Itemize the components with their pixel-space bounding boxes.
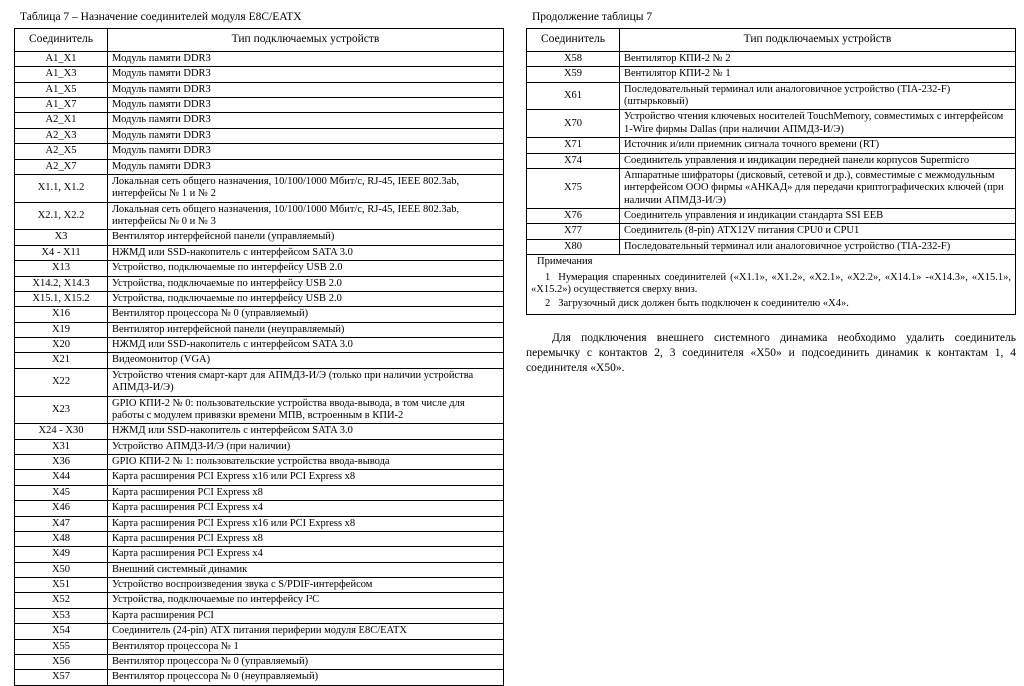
column-header-device-type: Тип подключаемых устройств [108, 29, 504, 52]
cell-device-type: Модуль памяти DDR3 [108, 113, 504, 128]
cell-device-type: НЖМД или SSD-накопитель с интерфейсом SATA 3.0 [108, 338, 504, 353]
table-row [527, 153, 1016, 168]
table-row [527, 110, 1016, 138]
table-row [15, 51, 504, 66]
table-row [527, 82, 1016, 110]
table-row [15, 516, 504, 531]
cell-device-type: Вентилятор интерфейсной панели (неуправляемый) [108, 322, 504, 337]
table-row [527, 67, 1016, 82]
note-item: 2 Загрузочный диск должен быть подключен к соединителю «X4». [545, 298, 849, 310]
notes-cell [527, 255, 1016, 315]
table-row [15, 593, 504, 608]
cell-connector: X71 [527, 138, 620, 153]
cell-device-type: Модуль памяти DDR3 [108, 159, 504, 174]
cell-device-type: Локальная сеть общего назначения, 10/100/1000 Мбит/с, RJ-45, IEEE 802.3ab, интерфейсы № 0 и № 3 [108, 202, 504, 230]
cell-device-type: Карта расширения PCI Express x8 [108, 531, 504, 546]
cell-connector: X80 [527, 239, 620, 254]
cell-device-type: НЖМД или SSD-накопитель с интерфейсом SATA 3.0 [108, 424, 504, 439]
cell-device-type: Вентилятор интерфейсной панели (управляемый) [108, 230, 504, 245]
table-row [15, 276, 504, 291]
notes-list [531, 272, 1011, 311]
table-row [15, 608, 504, 623]
cell-connector: X31 [15, 439, 108, 454]
cell-connector: X55 [15, 639, 108, 654]
table-row [15, 82, 504, 97]
cell-connector: X22 [15, 368, 108, 396]
cell-connector: X46 [15, 501, 108, 516]
table-row [15, 547, 504, 562]
table-body [527, 51, 1016, 254]
cell-device-type: НЖМД или SSD-накопитель с интерфейсом SATA 3.0 [108, 245, 504, 260]
cell-connector: X24 - X30 [15, 424, 108, 439]
table-row [527, 138, 1016, 153]
table-row [15, 562, 504, 577]
table-row [527, 224, 1016, 239]
table-row [15, 485, 504, 500]
cell-device-type: Вентилятор КПИ-2 № 2 [620, 51, 1016, 66]
table-foot [527, 255, 1016, 315]
cell-device-type: Последовательный терминал или аналоговичное устройство (TIA-232-F) (штырьковый) [620, 82, 1016, 110]
table-row [15, 113, 504, 128]
table-head [15, 29, 504, 52]
cell-connector: X74 [527, 153, 620, 168]
cell-connector: A2_X7 [15, 159, 108, 174]
cell-connector: X4 - X11 [15, 245, 108, 260]
cell-connector: X57 [15, 670, 108, 685]
table-row [15, 639, 504, 654]
table-row [15, 455, 504, 470]
cell-device-type: Устройства, подключаемые по интерфейсу USB 2.0 [108, 291, 504, 306]
cell-device-type: Вентилятор КПИ-2 № 1 [620, 67, 1016, 82]
cell-connector: X53 [15, 608, 108, 623]
cell-connector: X61 [527, 82, 620, 110]
table-row [15, 501, 504, 516]
cell-device-type: Внешний системный динамик [108, 562, 504, 577]
right-table-caption: Продолжение таблицы 7 [532, 11, 653, 23]
table-row [15, 230, 504, 245]
cell-device-type: Источник и/или приемник сигнала точного времени (RT) [620, 138, 1016, 153]
column-header-device-type: Тип подключаемых устройств [620, 29, 1016, 52]
cell-device-type: Соединитель управления и индикации передней панели корпусов Supermicro [620, 153, 1016, 168]
left-column [14, 10, 504, 683]
cell-connector: X3 [15, 230, 108, 245]
table-row [527, 51, 1016, 66]
table-row [15, 261, 504, 276]
cell-device-type: Модуль памяти DDR3 [108, 82, 504, 97]
cell-device-type: Карта расширения PCI [108, 608, 504, 623]
cell-connector: X2.1, X2.2 [15, 202, 108, 230]
table-row [15, 670, 504, 685]
table-row [15, 424, 504, 439]
cell-device-type: Соединитель (8-pin) ATX12V питания CPU0 и CPU1 [620, 224, 1016, 239]
cell-device-type: Локальная сеть общего назначения, 10/100/1000 Мбит/с, RJ-45, IEEE 802.3ab, интерфейсы № 1 и № 2 [108, 174, 504, 202]
notes-row [527, 255, 1016, 315]
cell-connector: A2_X3 [15, 128, 108, 143]
cell-connector: X58 [527, 51, 620, 66]
note-number: 2 [545, 298, 551, 310]
table-row [15, 159, 504, 174]
cell-device-type: Устройство АПМДЗ-И/Э (при наличии) [108, 439, 504, 454]
cell-device-type: Модуль памяти DDR3 [108, 128, 504, 143]
cell-connector: X52 [15, 593, 108, 608]
note-item: 1 Нумерация спаренных соединителей («X1.1», «X1.2», «X2.1», «X2.2», «X14.1» -«X14.3», «X15.1», «X15.2») осуществяется сверху вниз. [531, 271, 1011, 295]
cell-connector: X77 [527, 224, 620, 239]
cell-connector: A1_X5 [15, 82, 108, 97]
cell-connector: X13 [15, 261, 108, 276]
cell-device-type: Карта расширения PCI Express x16 или PCI Express x8 [108, 470, 504, 485]
cell-device-type: Карта расширения PCI Express x4 [108, 547, 504, 562]
cell-device-type: Соединитель управления и индикации стандарта SSI EEB [620, 209, 1016, 224]
cell-connector: X45 [15, 485, 108, 500]
table-row [15, 338, 504, 353]
cell-connector: X20 [15, 338, 108, 353]
cell-connector: X76 [527, 209, 620, 224]
table-row [15, 128, 504, 143]
table-row [527, 168, 1016, 208]
cell-connector: X16 [15, 307, 108, 322]
cell-connector: X51 [15, 578, 108, 593]
cell-device-type: GPIO КПИ-2 № 0: пользовательские устройства ввода-вывода, в том числе для работы с модулем привязки времени МПВ, встроенным в КПИ-2 [108, 396, 504, 424]
cell-device-type: Модуль памяти DDR3 [108, 144, 504, 159]
cell-device-type: Устройство чтения смарт-карт для АПМДЗ-И/Э (только при наличии устройства АПМДЗ-И/Э) [108, 368, 504, 396]
cell-connector: X14.2, X14.3 [15, 276, 108, 291]
cell-device-type: Устройства, подключаемые по интерфейсу I²C [108, 593, 504, 608]
cell-device-type: Устройство воспроизведения звука с S/PDIF-интерфейсом [108, 578, 504, 593]
cell-connector: X48 [15, 531, 108, 546]
cell-connector: X49 [15, 547, 108, 562]
cell-connector: X75 [527, 168, 620, 208]
cell-device-type: Модуль памяти DDR3 [108, 51, 504, 66]
table-row [15, 98, 504, 113]
cell-device-type: Вентилятор процессора № 0 (неуправляемый) [108, 670, 504, 685]
cell-device-type: Последовательный терминал или аналоговичное устройство (TIA-232-F) [620, 239, 1016, 254]
cell-connector: X21 [15, 353, 108, 368]
cell-connector: X56 [15, 654, 108, 669]
connectors-table-part1 [14, 28, 504, 685]
table-row [15, 67, 504, 82]
cell-device-type: Модуль памяти DDR3 [108, 98, 504, 113]
cell-device-type: Видеомонитор (VGA) [108, 353, 504, 368]
cell-device-type: Вентилятор процессора № 0 (управляемый) [108, 307, 504, 322]
column-header-connector: Соединитель [527, 29, 620, 52]
table-row [15, 245, 504, 260]
cell-device-type: Устройства, подключаемые по интерфейсу USB 2.0 [108, 276, 504, 291]
cell-device-type: Устройство, подключаемые по интерфейсу USB 2.0 [108, 261, 504, 276]
speaker-note-paragraph: Для подключения внешнего системного динамика необходимо удалить соединитель перемычку с контактов 2, 3 соединителя «X50» и подсоединить динамик к контактам 1, 4 соединителя «X50». [526, 331, 1016, 374]
cell-connector: X23 [15, 396, 108, 424]
cell-device-type: GPIO КПИ-2 № 1: пользовательские устройства ввода-вывода [108, 455, 504, 470]
table-row [15, 353, 504, 368]
cell-connector: X59 [527, 67, 620, 82]
cell-device-type: Карта расширения PCI Express x8 [108, 485, 504, 500]
cell-connector: X36 [15, 455, 108, 470]
table-row [15, 531, 504, 546]
cell-device-type: Устройство чтения ключевых носителей TouchMemory, совместимых с интерфейсом 1-Wire фирмы Dallas (при наличии АПМДЗ-И/Э) [620, 110, 1016, 138]
table-row [15, 654, 504, 669]
cell-connector: X44 [15, 470, 108, 485]
cell-device-type: Карта расширения PCI Express x16 или PCI Express x8 [108, 516, 504, 531]
table-row [15, 368, 504, 396]
cell-connector: X70 [527, 110, 620, 138]
cell-connector: A2_X5 [15, 144, 108, 159]
table-row [15, 322, 504, 337]
left-table-caption: Таблица 7 – Назначение соединителей модуля E8C/EATX [20, 11, 302, 23]
cell-connector: X47 [15, 516, 108, 531]
cell-device-type: Модуль памяти DDR3 [108, 67, 504, 82]
table-row [15, 578, 504, 593]
table-header-row [527, 29, 1016, 52]
cell-connector: X1.1, X1.2 [15, 174, 108, 202]
cell-connector: A1_X7 [15, 98, 108, 113]
cell-device-type: Вентилятор процессора № 0 (управляемый) [108, 654, 504, 669]
table-row [15, 291, 504, 306]
table-row [15, 396, 504, 424]
cell-connector: X54 [15, 624, 108, 639]
cell-connector: X19 [15, 322, 108, 337]
table-row [15, 174, 504, 202]
table-row [15, 144, 504, 159]
table-row [15, 470, 504, 485]
table-head [527, 29, 1016, 52]
cell-connector: A1_X1 [15, 51, 108, 66]
table-row [15, 624, 504, 639]
table-row [15, 202, 504, 230]
table-row [527, 239, 1016, 254]
cell-connector: X50 [15, 562, 108, 577]
cell-device-type: Карта расширения PCI Express x4 [108, 501, 504, 516]
column-header-connector: Соединитель [15, 29, 108, 52]
table-header-row [15, 29, 504, 52]
note-number: 1 [545, 271, 551, 283]
cell-connector: A1_X3 [15, 67, 108, 82]
table-body [15, 51, 504, 685]
cell-device-type: Аппаратные шифраторы (дисковый, сетевой и др.), совместимые с межмодульным интерфейсом ООО фирмы «АНКАД» для передачи криптографических ключей (при наличии АПМДЗ-И/Э) [620, 168, 1016, 208]
table-row [527, 209, 1016, 224]
right-column [526, 10, 1016, 672]
cell-device-type: Вентилятор процессора № 1 [108, 639, 504, 654]
connectors-table-part2 [526, 28, 1016, 314]
cell-connector: X15.1, X15.2 [15, 291, 108, 306]
cell-connector: A2_X1 [15, 113, 108, 128]
notes-title: Примечания [537, 256, 593, 268]
cell-device-type: Соединитель (24-pin) ATX питания периферии модуля E8C/EATX [108, 624, 504, 639]
table-row [15, 439, 504, 454]
table-row [15, 307, 504, 322]
